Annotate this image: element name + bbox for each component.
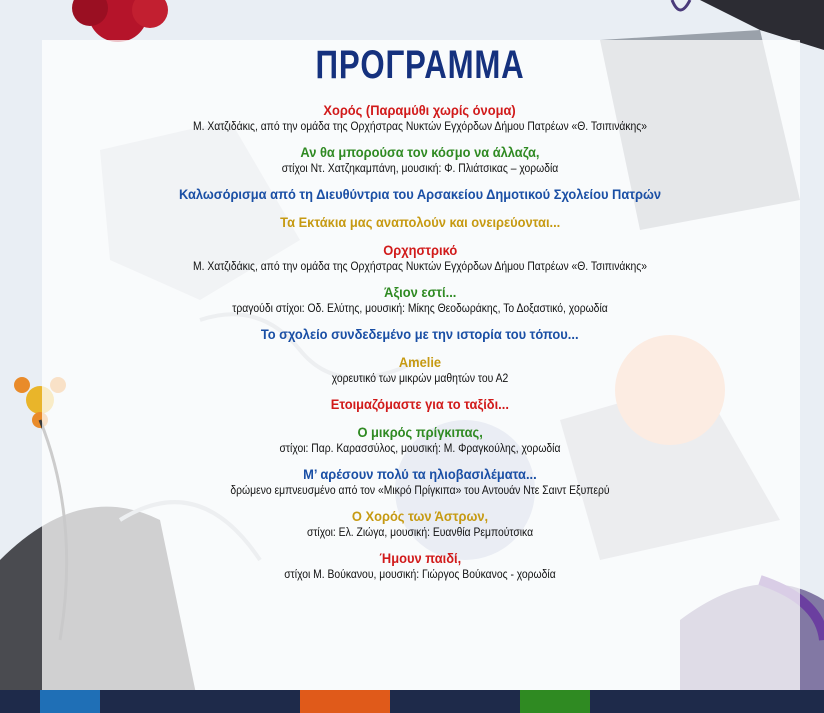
program-item [60,396,780,414]
program-item-heading: Άξιον εστί... [383,284,457,300]
program-item-heading: Amelie [398,354,442,370]
program-item-description: χορευτικό των μικρών μαθητών του Α2 [331,373,509,385]
program-item-heading: Ο μικρός πρίγκιπας, [357,424,483,440]
program-item [60,508,780,540]
page-title: ΠΡΟΓΡΑΜΜΑ [315,43,525,87]
program-item-heading: Αν θα μπορούσα τον κόσμο να άλλαζα, [300,144,540,160]
program-item-description: δρώμενο εμπνευσμένο από τον «Μικρό Πρίγκιπα» του Αντουάν Ντε Σαιντ Εξυπερύ [230,485,610,497]
program-item [60,326,780,344]
program-item [60,144,780,176]
program-item-description: στίχοι Ντ. Χατζηκαμπάνη, μουσική: Φ. Πλιάτσικας – χορωδία [281,163,559,175]
program-item [60,186,780,204]
program-item-heading: Ο Χορός των Άστρων, [351,508,489,524]
program-item-heading: Καλωσόρισμα από τη Διευθύντρια του Αρσακείου Δημοτικού Σχολείου Πατρών [178,186,662,202]
program-item [60,284,780,316]
program-item-heading: Μ’ αρέσουν πολύ τα ηλιοβασιλέματα... [303,466,537,482]
program-item-description: τραγούδι στίχοι: Οδ. Ελύτης, μουσική: Μίκης Θεοδωράκης, Το Δοξαστικό, χορωδία [232,303,608,315]
program-item [60,466,780,498]
program-item-heading: Το σχολείο συνδεδεμένο με την ιστορία του τόπου... [261,326,579,342]
program-item-description: Μ. Χατζιδάκις, από την ομάδα της Ορχήστρας Νυκτών Εγχόρδων Δήμου Πατρέων «Θ. Τσιπινάκης» [192,121,648,133]
program-item-heading: Ετοιμαζόμαστε για το ταξίδι... [330,396,510,412]
program-item [60,424,780,456]
program-item-heading: Ήμουν παιδί, [379,550,461,566]
program-item [60,214,780,232]
program-item-heading: Τα Εκτάκια μας αναπολούν και ονειρεύονται... [279,214,561,230]
program-item [60,550,780,582]
program-item-heading: Ορχηστρικό [382,242,458,258]
program-item-description: στίχοι: Παρ. Καρασσύλος, μουσική: Μ. Φραγκούλης, χορωδία [279,443,561,455]
program-item-heading: Χορός (Παραμύθι χωρίς όνομα) [323,102,517,118]
program-list [60,102,780,582]
program-item-description: στίχοι Μ. Βούκανου, μουσική: Γιώργος Βούκανος - χορωδία [284,569,556,581]
program-item [60,102,780,134]
program-content [60,40,780,592]
program-item-description: Μ. Χατζιδάκις, από την ομάδα της Ορχήστρας Νυκτών Εγχόρδων Δήμου Πατρέων «Θ. Τσιπινάκης» [192,261,648,273]
program-item-description: στίχοι: Ελ. Ζιώγα, μουσική: Ευανθία Ρεμπούτσικα [306,527,534,539]
program-item [60,242,780,274]
program-item [60,354,780,386]
